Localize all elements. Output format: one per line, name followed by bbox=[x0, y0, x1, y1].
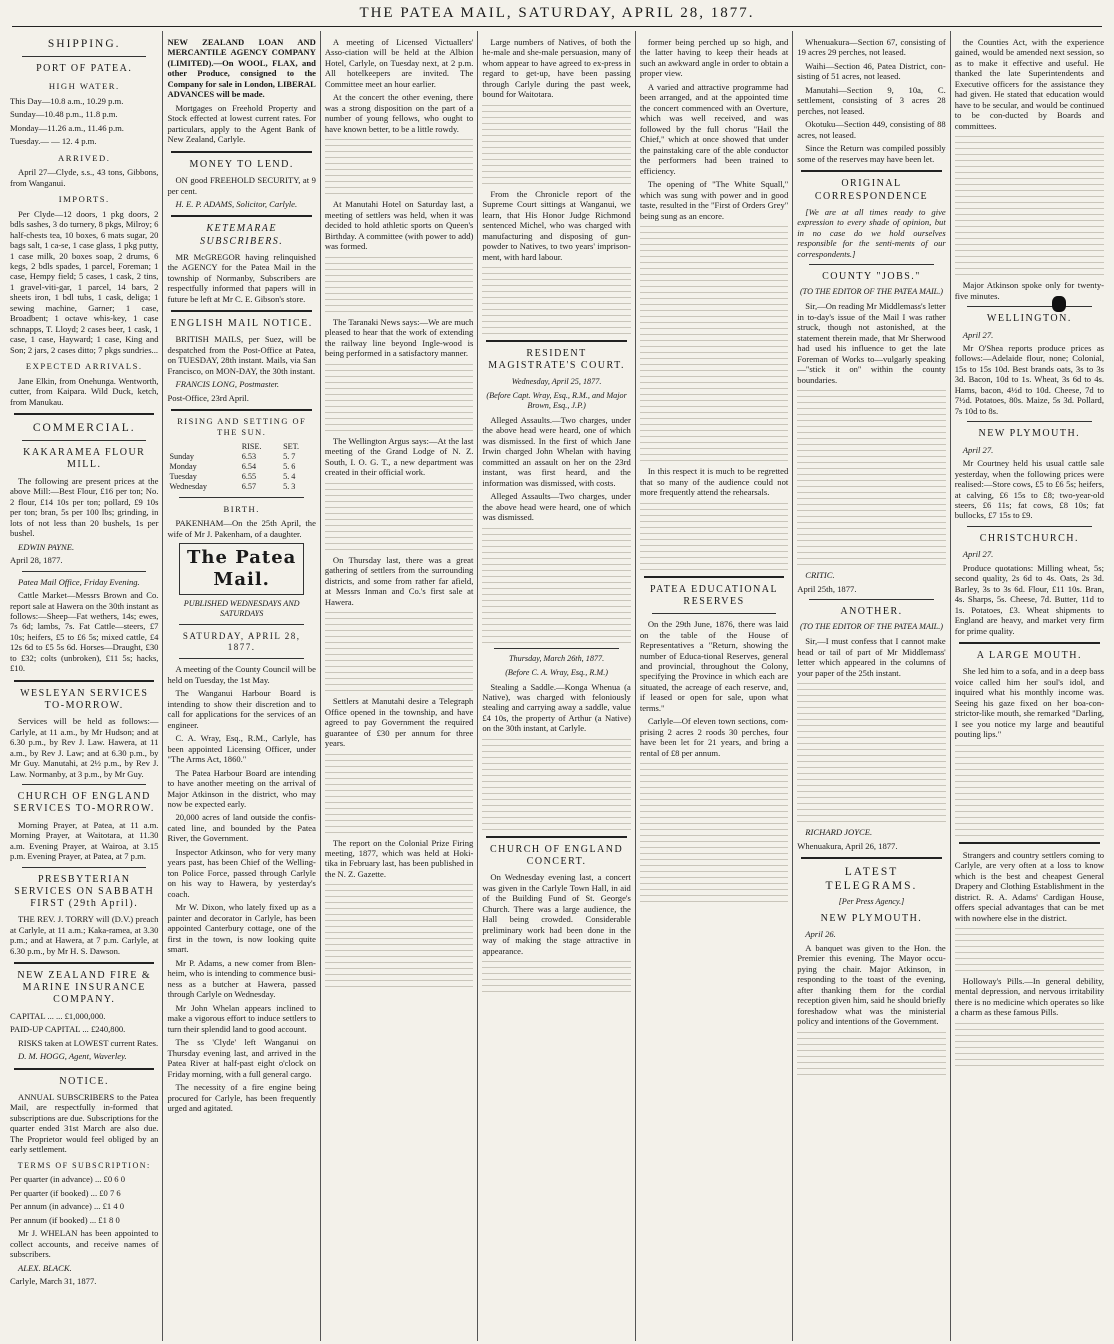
rm-court-date: Wednesday, April 25, 1877. bbox=[511, 376, 602, 386]
news-paragraph: Inspector Atkinson, who for very many years past, has been Chief of the Welling-ton Police Force, passed through Carlyle on his way to Hawera, by yesterday's coach. bbox=[167, 846, 316, 899]
concert-heading: CHURCH OF ENGLAND CONCERT. bbox=[489, 843, 624, 868]
christchurch-date: April 27. bbox=[962, 549, 994, 560]
reserves-line: Waihi—Section 46, Patea District, con-sisting of 51 acres, not leased. bbox=[797, 60, 946, 82]
rm-court-heading: RESIDENT MAGISTRATE'S COURT. bbox=[488, 348, 625, 372]
notice-text: ANNUAL SUBSCRIBERS to the Patea Mail, are respectfully in-formed that subscriptions are due. Subscriptions for the quarter ended 31st March are also due. The Proprietor would feel obliged by an early settlement. bbox=[10, 1091, 159, 1155]
another-text: Sir,—I must confess that I cannot make head or tail of part of Mr Middlemass' letter which appeared in the columns of your paper of the 25th instant. bbox=[797, 636, 946, 678]
market-heading: Patea Mail Office, Friday Evening. bbox=[18, 576, 140, 587]
joyce-date: Whenuakura, April 26, 1877. bbox=[797, 840, 898, 851]
news-paragraph: Mr P. Adams, a new comer from Blen-heim, who is intending to commence busi-ness as a butcher at Hawera, passed through Carlyle on Wednesday. bbox=[167, 957, 316, 1000]
high-water-line: This Day—10.8 a.m., 10.29 p.m. bbox=[10, 95, 124, 106]
news-paragraph: Mr W. Dixon, who lately fixed up as a painter and decorator in Carlyle, has been appointed Canterbury cottage, one of the first in the town, is now looking quite smart. bbox=[167, 902, 316, 955]
joyce-signature: RICHARD JOYCE. bbox=[805, 827, 873, 838]
news-paragraph: Alleged Assaults—Two charges, under the above head were heard, one of which was dismissed. bbox=[482, 491, 631, 523]
newspaper-logo: The Patea Mail. bbox=[179, 543, 303, 595]
columns bbox=[6, 31, 1108, 1341]
jobs-heading: COUNTY "JOBS." bbox=[822, 271, 921, 283]
sun-heading: RISING AND SETTING OF THE SUN. bbox=[177, 417, 307, 437]
post-office-date: Post-Office, 23rd April. bbox=[167, 392, 249, 403]
column-2 bbox=[163, 31, 320, 1341]
column-5 bbox=[636, 31, 793, 1341]
english-mail-text: BRITISH MAILS, per Suez, will be despatched from the Post-Office at Patea, on TUESDAY, 28th instant. Mails, via San Francisco, on MON-DAY, the 30th instant. bbox=[167, 334, 316, 376]
expected-text: Jane Elkin, from Onehunga. Wentworth, cutter, from Kaipara. Wild Duck, ketch, from Manukau. bbox=[10, 375, 159, 407]
table-row: Tuesday 6.55 5. 4 bbox=[169, 471, 296, 481]
news-paragraph: Settlers at Manutahi desire a Telegraph Office opened in the township, and have agreed to pay Government the required guarantee of £30 per annum for three years. bbox=[324, 696, 474, 749]
concert-paragraph: The opening of "The White Squall," which was sung with power and in good taste, resulted in the "First of Orders Grey" being sung as an encore. bbox=[639, 179, 789, 221]
news-paragraph: The Wellington Argus says:—At the last meeting of the Grand Lodge of N. Z. South, I. O. G. T., a new department was created in their official work. bbox=[324, 435, 474, 478]
thursday-court-date: Thursday, March 26th, 1877. bbox=[508, 653, 605, 663]
telegram-paragraph: Major Atkinson spoke only for twenty-five minutes. bbox=[954, 280, 1105, 301]
another-subheading: (TO THE EDITOR OF THE PATEA MAIL.) bbox=[799, 622, 944, 632]
news-paragraph: Mr John Whelan appears inclined to make a vigorous effort to induce settlers to turn their splendid land to good account. bbox=[167, 1002, 316, 1034]
news-paragraph: At the concert the other evening, there was a strong disposition on the part of a number of young fellows, who ought to have known better, to be a little rowdy. bbox=[324, 92, 474, 134]
port-heading: PORT OF PATEA. bbox=[36, 63, 133, 75]
news-paragraph: The report on the Colonial Prize Firing meeting, 1877, which was held at Hoki-tika in February last, has been published in the N. Z. Gazette. bbox=[324, 837, 474, 879]
news-paragraph: On Thursday last, there was a great gathering of settlers from the surrounding districts, and some from rather far afield, at Messrs Inman and Co.'s first sale at Hawera. bbox=[324, 554, 474, 607]
ketemarae-heading: KETEMARAE SUBSCRIBERS. bbox=[200, 223, 284, 247]
reserves-line: Manutahi—Section 9, 10a, C. settlement, consisting of 3 acres 28 perches, not leased. bbox=[797, 84, 946, 116]
arrived-text: April 27—Clyde, s.s., 43 tons, Gibbons, from Wanganui. bbox=[10, 167, 159, 188]
news-paragraph: The Taranaki News says:—We are much pleased to hear that the work of extending the railway line beyond Ingle-wood is being performed in a satisfactory manner. bbox=[324, 316, 474, 359]
notice-heading: NOTICE. bbox=[59, 1075, 110, 1087]
high-water-line: Monday—11.26 a.m., 11.46 p.m. bbox=[10, 122, 124, 133]
wesleyan-heading: WESLEYAN SERVICES TO-MORROW. bbox=[20, 687, 149, 712]
christchurch-text: Produce quotations: Milling wheat, 5s; second quality, 2s 6d to 4s. Oats, 2s 3d. Barley, 3s to 3s 6d. Flour, £11 10s. Bran, 4s. Sharps, 5s. Cheese, 7d. Butter, 11d to 1s. Potatoes, £3. Wheat shipments to England are heavy, and market very firm for prime quality. bbox=[954, 562, 1105, 636]
news-paragraph: The necessity of a fire engine being procured for Carlyle, has been frequently urged and agitated. bbox=[167, 1082, 316, 1114]
english-mail-heading: ENGLISH MAIL NOTICE. bbox=[170, 318, 313, 330]
critic-date: April 25th, 1877. bbox=[797, 583, 857, 594]
ink-blot bbox=[1052, 296, 1066, 312]
terms-line: Per annum (if booked) ... £1 8 0 bbox=[10, 1214, 120, 1225]
money-heading: MONEY TO LEND. bbox=[189, 158, 294, 170]
news-paragraph: C. A. Wray, Esq., R.M., Carlyle, has been appointed Licensing Officer, under "The Arms Act, 1860." bbox=[167, 733, 316, 765]
news-paragraph: The Patea Harbour Board are intending to have another meeting on the arrival of Major Atkinson in the district, who may now be expected early. bbox=[167, 767, 316, 809]
masthead: THE PATEA MAIL, SATURDAY, APRIL 28, 1877. bbox=[12, 0, 1102, 27]
concert-paragraph: former being perched up so high, and the latter having to keep their heads at such an awkward angle in order to obtain a proper view. bbox=[639, 37, 789, 79]
imports-heading: IMPORTS. bbox=[58, 194, 110, 205]
news-paragraph: From the Chronicle report of the Supreme Court sittings at Wanganui, we learn, that His Honor Judge Richmond sentenced Michel, who was charged with manufacturing and disposing of gun-powder to Natives, to two years' imprison-ment, with hard labour. bbox=[482, 188, 631, 262]
concert-paragraph: In this respect it is much to be regretted that so many of the audience could not more frequently attend the rehearsals. bbox=[639, 466, 789, 498]
ketemarae-text: MR McGREGOR having relinquished the AGENCY for the Patea Mail in the township of Normanby, Subscribers are respectfully informed that papers will in future be left at Mr C. E. Gibson's store. bbox=[167, 251, 316, 304]
black-signature: ALEX. BLACK. bbox=[18, 1262, 72, 1273]
news-paragraph: The Wanganui Harbour Board is intending to show their discretion and to call for applications for the services of an engineer. bbox=[167, 688, 316, 730]
christchurch-heading: CHRISTCHURCH. bbox=[979, 532, 1079, 544]
insurance-risks: RISKS taken at LOWEST current Rates. bbox=[18, 1037, 159, 1048]
reserves-line: Whenuakura—Section 67, consisting of 19 acres 29 perches, not leased. bbox=[797, 37, 946, 58]
flour-mill-date: April 28, 1877. bbox=[10, 555, 63, 566]
table-row: Wednesday 6.57 5. 3 bbox=[169, 481, 296, 491]
column-6 bbox=[793, 31, 950, 1341]
high-water-line: Tuesday.— — 12. 4 p.m. bbox=[10, 136, 97, 147]
jobs-subheading: (TO THE EDITOR OF THE PATEA MAIL.) bbox=[799, 287, 944, 297]
new-plymouth-heading: NEW PLYMOUTH. bbox=[820, 913, 923, 925]
telegrams-subheading: [Per Press Agency.] bbox=[838, 897, 905, 907]
dateline: SATURDAY, APRIL 28, 1877. bbox=[182, 631, 301, 653]
news-paragraph: A meeting of Licensed Victuallers' Asso-ciation will be held at the Albion Hotel, Carlyle, on Tuesday next, at 2 p.m. All hotelkeepers are invited. The Committee meet an hour earlier. bbox=[324, 37, 474, 89]
wesleyan-text: Services will be held as follows:— Carlyle, at 11 a.m., by Mr Hudson; and at 6.30 p.m., by Rev J. Law. Hawera, at 11 a.m., by Rev J. Law; and at 6.30 p.m., by Mr Guy. Manutahi, at 2½ p.m., by Rev J. Law. Normanby, at 3 p.m., by Mr Guy. bbox=[10, 716, 159, 779]
reserves-text: On the 29th June, 1876, there was laid on the table of the House of Representatives a "Return, showing the number of Educa-tional Reserves, general and provincial, throughout the Colony, specifying the Province in which each are situated, the acreage of each reserve, and, if leased or open for sale, upon what terms." bbox=[639, 619, 789, 713]
jobs-text: Sir,—On reading Mr Middlemass's letter in to-day's issue of the Mail I was rather struck, though not astonished, at the statement therein made, that Mr Sherwood had used his influence to get the late Foreman of Works to—vulgarly speaking—"stick it on" within the county boundaries. bbox=[797, 301, 946, 385]
new-plymouth-2-text: Mr Courtney held his usual cattle sale yesterday, when the following prices were realised:—Store cows, £5 to £6 5s; heifers, at calving, £6 15s to £8; two-year-old steers, £6 11s; fat cows, £8 10s; fat bullocks, £7 15s to £9. bbox=[954, 458, 1105, 521]
market-text: Cattle Market—Messrs Brown and Co. report sale at Hawera on the 30th instant as follows:—Sheep—Fat wethers, 14s; ewes, 7s 6d; lambs, 7s. Fat Cattle—steers, £7 10s; heifers, £5 to £6 5s; mixed cattle, £4 12s 6d to £5 5s 6d. Horses—Draught, £30 to £32; colts (unbroken), £11 5s; hacks, £10. bbox=[10, 590, 159, 674]
money-text: ON good FREEHOLD SECURITY, at 9 per cent. bbox=[167, 175, 316, 196]
terms-line: Per quarter (in advance) ... £0 6 0 bbox=[10, 1174, 126, 1185]
news-paragraph: 20,000 acres of land outside the confis-cated line, and bounded by the Patea River, the Government. bbox=[167, 812, 316, 844]
birth-heading: BIRTH. bbox=[223, 503, 260, 514]
large-mouth-heading: A LARGE MOUTH. bbox=[976, 650, 1082, 662]
news-paragraph: Large numbers of Natives, of both the he-male and she-male persuasion, many of whom appear to have agreed to ex-press in regard to get-up, have been passing through Carlyle during the past week, bound for Waitotara. bbox=[482, 37, 631, 100]
commercial-heading: COMMERCIAL. bbox=[32, 422, 136, 435]
flour-mill-text: The following are present prices at the above Mill:—Best Flour, £16 per ton; No. 2 flour, £14 10s per ton; pollard, £9 10s per ton; bran, 5s per 100 lbs; grinding, in lots of not less than 20 bushels, 1s per bushel. bbox=[10, 475, 159, 539]
reserves-heading: PATEA EDUCATIONAL RESERVES bbox=[649, 583, 779, 607]
correspondence-heading: ORIGINAL CORRESPONDENCE bbox=[814, 178, 929, 202]
church-heading: CHURCH OF ENGLAND SERVICES TO-MORROW. bbox=[13, 791, 155, 815]
new-plymouth-date: April 26. bbox=[805, 929, 836, 940]
another-heading: ANOTHER. bbox=[840, 606, 903, 618]
telegrams-heading: LATEST TELEGRAMS. bbox=[825, 866, 918, 893]
news-paragraph: A meeting of the County Council will be held on Tuesday, the 1st May. bbox=[167, 664, 316, 685]
high-water-heading: HIGH WATER. bbox=[48, 81, 120, 92]
concert-text: On Wednesday evening last, a concert was given in the Carlyle Town Hall, in aid of the Building Fund of St. George's Church. There was a large audience, the Hall being crowded. Considerable preliminary work had been done in the way of making the stage attractive in appearance. bbox=[482, 872, 631, 956]
critic-signature: CRITIC. bbox=[805, 570, 835, 581]
table-row: Monday 6.54 5. 6 bbox=[169, 461, 296, 471]
reserves-line: Since the Return was compiled possibly some of the reserves may have been let. bbox=[797, 143, 946, 164]
holloway-advert: Holloway's Pills.—In general debility, mental depression, and nervous irritability there is no medicine which operates so like a charm as these famous Pills. bbox=[954, 976, 1105, 1018]
column-4 bbox=[478, 31, 635, 1341]
telegram-paragraph: the Counties Act, with the experience gained, would be amended next session, so as to make it effective and useful. He thanked the late Superintendents and Executive officers for the assistance they had given. He stated that education would have to be secular, and would be continued to be con-ducted by Boards and committees. bbox=[954, 37, 1105, 131]
birth-text: PAKENHAM—On the 25th April, the wife of Mr J. Pakenham, of a daughter. bbox=[167, 518, 316, 539]
rm-court-text: Alleged Assaults.—Two charges, under the above head were heard, one of which was dismissed. In the first of which Jane Irwin charged John Whelan with having committed an assault on her on the 23rd instant, was first heard, and the information was dismissed, with costs. bbox=[482, 414, 631, 488]
reserves-text: Carlyle—Of eleven town sections, com-prising 2 acres 2 roods 30 perches, four have been let for 21 years, and bring a rental of £8 per annum. bbox=[639, 716, 789, 758]
terms-line: Per quarter (if booked) ... £0 7 6 bbox=[10, 1187, 121, 1198]
news-paragraph: The ss 'Clyde' left Wanganui on Thursday evening last, and arrived in the Patea River at half-past eight o'clock on Friday morning, with a full general cargo. bbox=[167, 1037, 316, 1079]
reserves-line: Okotuku—Section 449, consisting of 88 acres, not leased. bbox=[797, 119, 946, 140]
correspondence-note: [We are at all times ready to give expression to every shade of opinion, but in no case do we hold ourselves responsible for the senti-ments of our correspondents.] bbox=[797, 206, 946, 259]
insurance-capital: CAPITAL ... ... £1,000,000. bbox=[10, 1010, 106, 1021]
expected-heading: EXPECTED ARRIVALS. bbox=[25, 361, 143, 372]
insurance-paid-up: PAID-UP CAPITAL ... £240,800. bbox=[10, 1024, 126, 1035]
concert-paragraph: A varied and attractive programme had been arranged, and at the appointed time the concert commenced with an Overture, which was well received, and was followed by the full chorus "Hail the Chief," which at once showed that under the painstaking care of the able conductor the performers had been trained to efficiency. bbox=[639, 81, 789, 176]
column-3 bbox=[321, 31, 478, 1341]
sun-table bbox=[167, 442, 315, 492]
church-text: Morning Prayer, at Patea, at 11 a.m. Morning Prayer, at Waitotara, at 11.30 a.m. Evening Prayer, at Wairoa, at 3.15 p.m. Evening Prayer, at Patea, at 7 p.m. bbox=[10, 819, 159, 862]
nz-loan-text: Mortgages on Freehold Property and Stock effected at lowest current rates. For particulars, apply to the Agent Bank of New Zealand, Carlyle. bbox=[167, 102, 316, 145]
set-column-header: SET. bbox=[283, 441, 300, 451]
shipping-heading: SHIPPING. bbox=[47, 38, 121, 50]
imports-text: Per Clyde—12 doors, 1 pkg doors, 2 bdls sashes, 3 do turnery, 8 pkgs, Milroy; 6 half-chests tea, 10 boxes, 6 mats sugar, 20 bags salt, 1 ca-se, 1 case glass, 1 pkg putty, 1 case milk, 20 boxes soap, 2 drums, 6 kegs, 2 bdls spades, 1 parcel, Foreman; 1 case, Hempy field; 5 cases, 1 cask, 2 tins, 1 gravel-viti-gar, 1 parcel, 14 bars, 2 sheets iron, 1 bdl tubs, 1 cask, deliga; 1 sewing machine, Garner; 1 case, Broadbent; 1 octave whis-key, 1 case schnapps, T. Lloyd; 2 cases beer, 1 cask, 1 case, 1 case, Hayward; 1 case, King and Son; 2 jars, 2 cases ditto; 7 pkgs sundries... bbox=[10, 208, 159, 355]
thursday-court-bench: (Before C. A. Wray, Esq., R.M.) bbox=[505, 667, 608, 677]
large-mouth-text: She led him to a sofa, and in a deep bass voice called him her soul's idol, and inquired what his monthly income was. Seeing his gaze fixed on her boa-con-strictor-like mouth, she remarked "Darling, I see you notice my large and beautiful pouting lips." bbox=[954, 666, 1105, 740]
new-plymouth-2-date: April 27. bbox=[962, 444, 994, 455]
terms-line: Per annum (in advance) ... £1 4 0 bbox=[10, 1201, 125, 1212]
published-line: PUBLISHED WEDNESDAYS AND SATURDAYS bbox=[183, 599, 300, 619]
rm-court-bench: (Before Capt. Wray, Esq., R.M., and Major Brown, Esq., J.P.) bbox=[486, 390, 627, 410]
insurance-agent: D. M. HOGG, Agent, Waverley. bbox=[18, 1051, 127, 1062]
new-plymouth-text: A banquet was given to the Hon. the Premier this evening. The Mayor occu-pying the chair. Major Atkinson, in responding to the toast of the evening, after thanking them for the cordial reception given him, said he should briefly foreshadow what was the ministerial policy and intentions of the Government. bbox=[797, 942, 946, 1027]
nz-loan-heading: NEW ZEALAND LOAN AND MERCANTILE AGENCY COMPANY (LIMITED).—On WOOL, FLAX, and other Produce, consigned to the Company for sale in London, LIBERAL ADVANCES will be made. bbox=[167, 37, 316, 100]
new-plymouth-2-heading: NEW PLYMOUTH. bbox=[978, 428, 1081, 440]
presbyterian-text: THE REV. J. TORRY will (D.V.) preach at Carlyle, at 11 a.m.; Kaka-ramea, at 3.30 p.m.; and at Hawera, at 7 p.m. Carlyle, at 6.30 p.m., by Mr H. S. Dawson. bbox=[10, 914, 159, 956]
postmaster-signature: FRANCIS LONG, Postmaster. bbox=[175, 379, 280, 390]
black-date: Carlyle, March 31, 1877. bbox=[10, 1276, 97, 1287]
column-7 bbox=[951, 31, 1108, 1341]
presbyterian-heading: PRESBYTERIAN SERVICES ON SABBATH FIRST (29th April). bbox=[14, 873, 155, 909]
insurance-heading: NEW ZEALAND FIRE & MARINE INSURANCE COMPANY. bbox=[17, 970, 152, 1006]
column-1 bbox=[6, 31, 163, 1341]
flour-mill-heading: KAKARAMEA FLOUR MILL. bbox=[23, 447, 146, 471]
high-water-line: Sunday—10.48 p.m., 11.8 p.m. bbox=[10, 109, 118, 120]
adams-signature: H. E. P. ADAMS, Solicitor, Carlyle. bbox=[175, 199, 298, 209]
thursday-court-text: Stealing a Saddle.—Konga Whenua (a Native), was charged with feloniously stealing and carrying away a saddle, value £4 10s, the property of Arthur (a Native) on the 30th instant, at Carlyle. bbox=[482, 681, 631, 734]
whelan-text: Mr J. WHELAN has been appointed to collect accounts, and receive names of subscribers. bbox=[10, 1228, 159, 1260]
wellington-heading: WELLINGTON. bbox=[986, 313, 1072, 325]
wellington-date: April 27. bbox=[962, 329, 994, 340]
news-paragraph: At Manutahi Hotel on Saturday last, a meeting of settlers was held, when it was decided to hold athletic sports on Queen's Birthday. A committee (with power to add) was formed. bbox=[324, 199, 474, 252]
wellington-text: Mr O'Shea reports produce prices as follows:—Adelaide flour, none; Colonial, 15s to 15s 10d. Best brands oats, 3s to 3s 3d. Bacon, 10d to 1s. Wheat, 3s 6d to 4s. Hams, bacon, 4½d to 10d. Cheese, 7d to 7½d. Potatoes, 80s. Maize, 5s 3d. Pollard, 7s 10d to 8s. bbox=[954, 343, 1105, 416]
drapery-advert: Strangers and country settlers coming to Carlyle, are very often at a loss to know which is the best and cheapest General Drapery and Clothing Establishment in the district. R. A. Adams' Cardigan House, offers special advantages that can be met with nowhere else in the district. bbox=[954, 849, 1105, 923]
rise-column-header: RISE. bbox=[241, 441, 262, 451]
terms-heading: TERMS OF SUBSCRIPTION: bbox=[17, 1160, 151, 1170]
arrived-heading: ARRIVED. bbox=[58, 152, 111, 163]
flour-mill-signature: EDWIN PAYNE. bbox=[18, 541, 75, 552]
table-row: Sunday 6.53 5. 7 bbox=[169, 451, 296, 461]
